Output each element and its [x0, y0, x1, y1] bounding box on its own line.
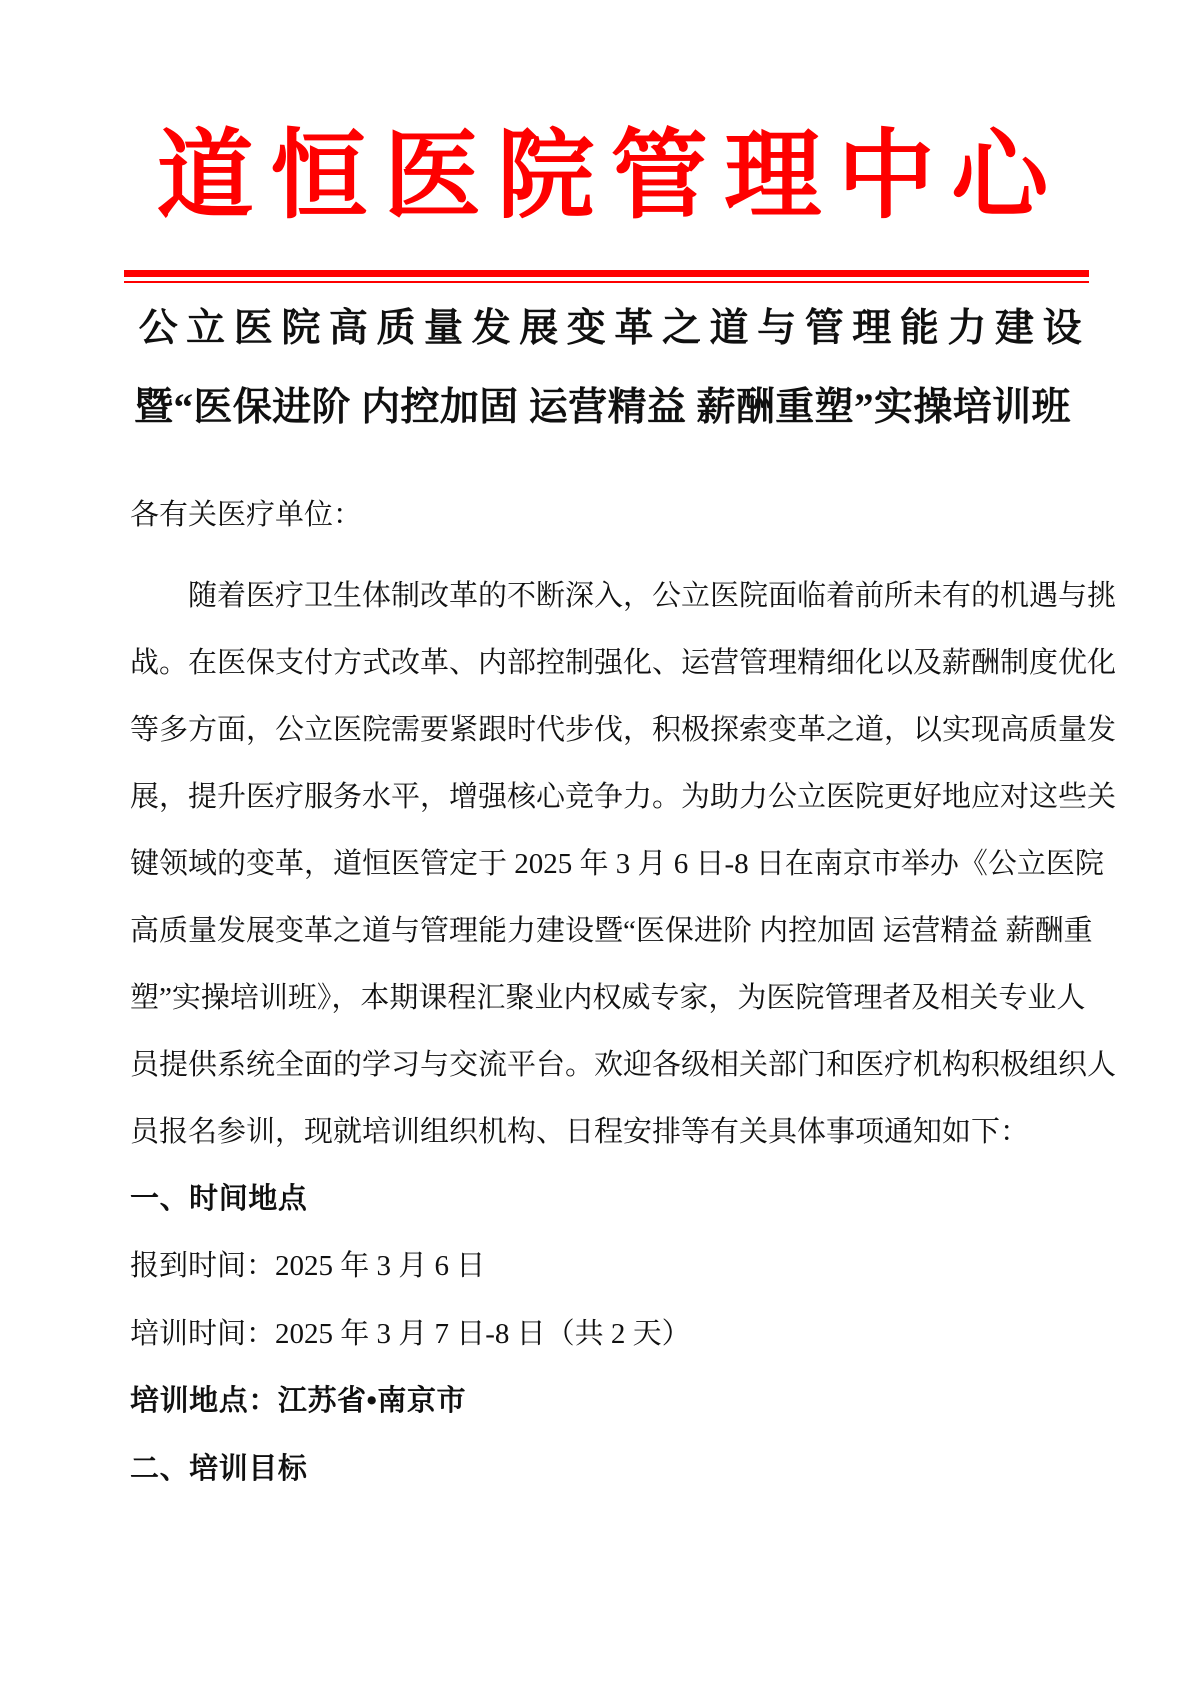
- document-title-line2: 暨“医保进阶 内控加固 运营精益 薪酬重塑”实操培训班: [134, 386, 1071, 430]
- section-lines: [130, 1166, 1075, 1504]
- section-line: 培训时间：2025 年 3 月 7 日-8 日（共 2 天）: [130, 1317, 691, 1350]
- paragraph-line: 员报名参训，现就培训组织机构、日程安排等有关具体事项通知如下：: [130, 1115, 1030, 1148]
- greeting-line: 各有关医疗单位：: [130, 498, 363, 531]
- document-content: [0, 118, 1200, 1503]
- paragraph-line: 等多方面，公立医院需要紧跟时代步伐，积极探索变革之道，以实现高质量发: [130, 713, 1117, 746]
- section-line: 培训地点：江苏省•南京市: [130, 1385, 467, 1418]
- paragraph-line: 展，提升医疗服务水平，增强核心竞争力。为助力公立医院更好地应对这些关: [130, 780, 1117, 813]
- paragraph-line: 高质量发展变革之道与管理能力建设暨“医保进阶 内控加固 运营精益 薪酬重: [130, 914, 1093, 947]
- document-title-line1: 公立医院高质量发展变革之道与管理能力建设: [138, 307, 1091, 351]
- intro-paragraph: [130, 563, 1117, 1166]
- section-line: 二、培训目标: [130, 1452, 308, 1485]
- letterhead-double-rule: [124, 270, 1089, 283]
- paragraph-line: 键领域的变革，道恒医管定于 2025 年 3 月 6 日-8 日在南京市举办《公立医院: [130, 847, 1104, 880]
- paragraph-line: 塑”实操培训班》，本期课程汇聚业内权威专家，为医院管理者及相关专业人: [130, 981, 1086, 1014]
- paragraph-line: 员提供系统全面的学习与交流平台。欢迎各级相关部门和医疗机构积极组织人: [130, 1048, 1117, 1081]
- paragraph-line: 战。在医保支付方式改革、内部控制强化、运营管理精细化以及薪酬制度优化: [130, 646, 1117, 679]
- letterhead-org-title: 道恒医院管理中心: [156, 121, 1065, 230]
- section-line: 一、时间地点: [130, 1182, 308, 1215]
- section-line: 报到时间：2025 年 3 月 6 日: [130, 1250, 486, 1283]
- paragraph-line: 随着医疗卫生体制改革的不断深入，公立医院面临着前所未有的机遇与挑: [188, 579, 1117, 612]
